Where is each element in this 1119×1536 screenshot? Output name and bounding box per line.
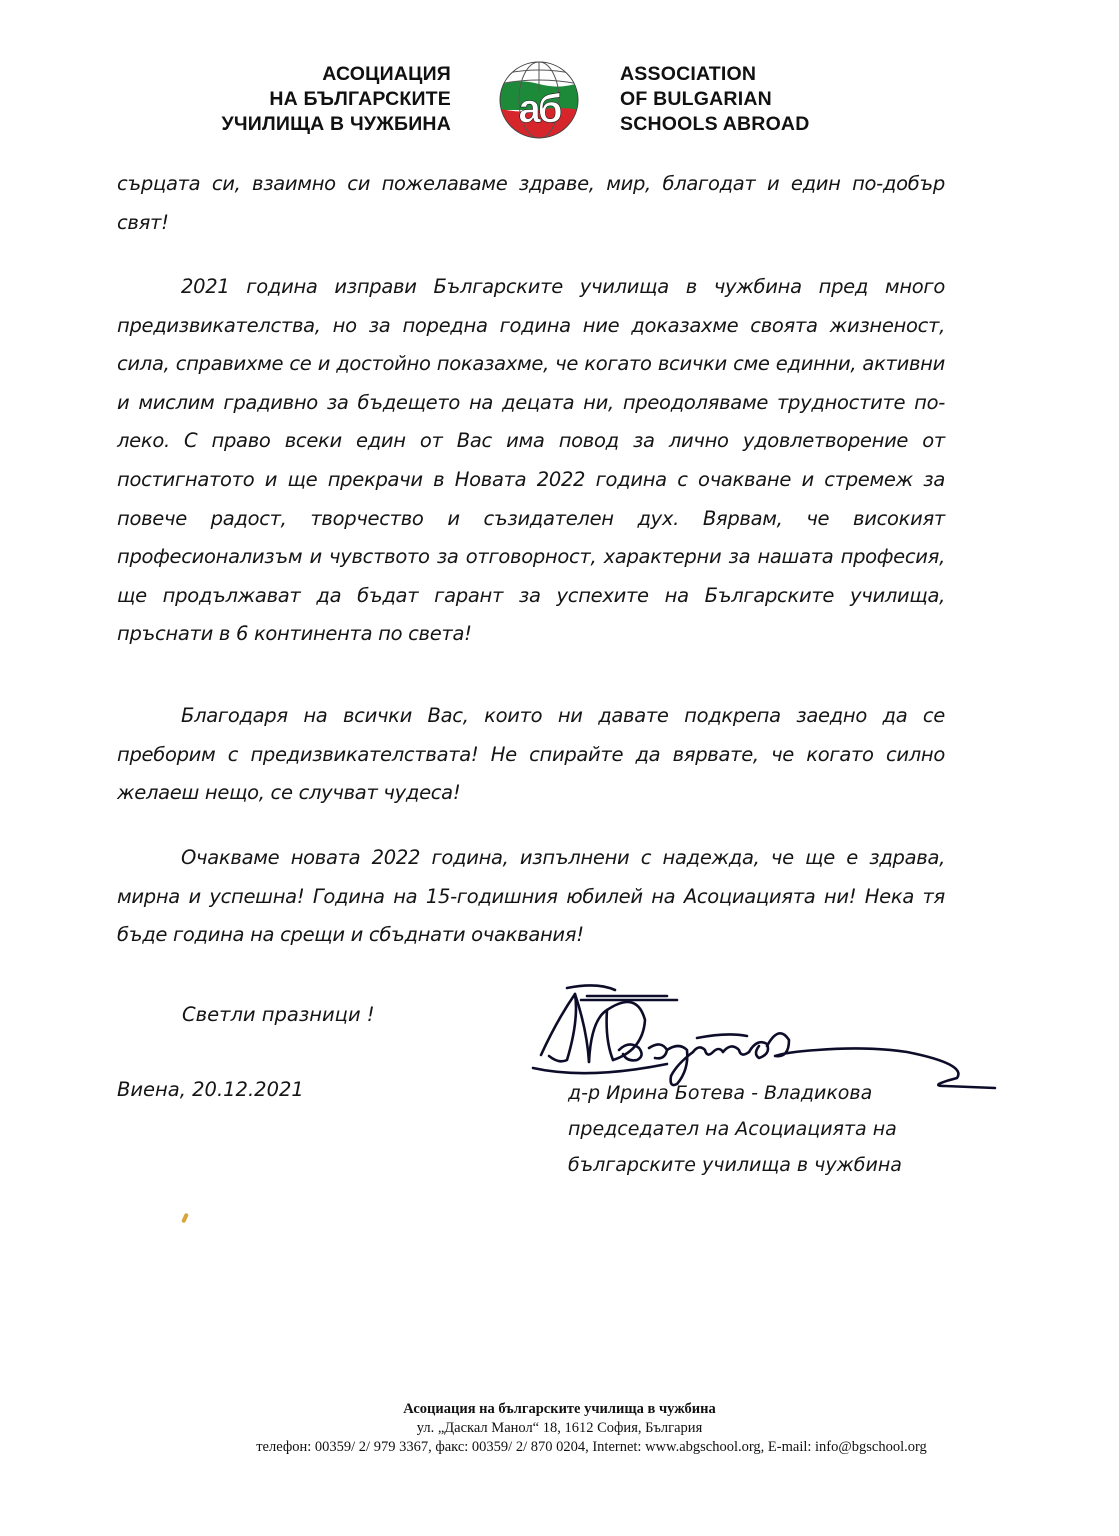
footer-org-name: Асоциация на българските училища в чужбина (403, 1401, 716, 1417)
letterhead-bg-name (222, 62, 451, 137)
letter-footer (0, 1400, 1119, 1457)
place-and-date: Виена, 20.12.2021 (117, 1078, 304, 1101)
paragraph-text: сърцата си, взаимно си пожелаваме здраве, мир, благодат и един по-добър свят! (117, 172, 945, 234)
letterhead-en-name (620, 62, 810, 137)
signatory-title-line-2: българските училища в чужбина (568, 1154, 902, 1176)
logo-text: аб (518, 87, 560, 131)
en-name-line-1: ASSOCIATION (620, 63, 757, 85)
paragraph-text: 2021 година изправи Българските училища в чужбина пред много предизвикателства, но за поредна година ние доказахме своята жизненост, сила, справихме се и достойно показахме, че когато всички сме единни, активни и мислим градивно за бъдещето на децата ни, преодоляваме трудностите по-леко. С право всеки един от Вас има повод за лично удовлетворение от постигнатото и ще прекрачи в Новата 2022 година с очакване и стремеж за повече радост, творчество и съзидателен дух. Вярвам, че високият професионализъм и чувството за отговорност, характерни за нашата професия, ще продължават да бъдат гарант за успехите на Българските училища, пръснати в 6 континента по света! (117, 275, 945, 646)
signatory-title-line-1: председател на Асоциацията на (568, 1118, 897, 1140)
letter-paragraph-4 (117, 839, 945, 955)
letter-paragraph-1 (117, 165, 945, 242)
signatory-block (568, 1075, 902, 1183)
bg-name-line-2: НА БЪЛГАРСКИТЕ (269, 88, 451, 110)
paragraph-text: Благодаря на всички Вас, които ни давате подкрепа заедно да се преборим с предизвикателствата! Не спирайте да вярвате, че когато силно желаеш нещо, се случват чудеса! (117, 704, 945, 805)
association-logo (497, 60, 581, 140)
closing-greeting: Светли празници ! (182, 1003, 375, 1026)
signature-text: Владиков (527, 980, 532, 981)
signatory-name: д-р Ирина Ботева - Владикова (568, 1082, 873, 1104)
footer-address: ул. „Даскал Манол“ 18, 1612 София, България (416, 1420, 703, 1436)
footer-contacts: телефон: 00359/ 2/ 979 3367, факс: 00359/ 2/ 870 0204, Internet: www.abgschool.org, E-mail: info@bgschool.org (256, 1439, 927, 1455)
en-name-line-3: SCHOOLS ABROAD (620, 113, 810, 135)
scan-speck (181, 1213, 189, 1224)
letter-paragraph-2 (117, 268, 945, 654)
letter-paragraph-3 (117, 697, 945, 813)
bg-name-line-3: УЧИЛИЩА В ЧУЖБИНА (221, 113, 451, 135)
bg-name-line-1: АСОЦИАЦИЯ (322, 63, 451, 85)
en-name-line-2: OF BULGARIAN (620, 88, 772, 110)
paragraph-text: Очакваме новата 2022 година, изпълнени с надежда, че ще е здрава, мирна и успешна! Година на 15-годишния юбилей на Асоциацията ни! Нека тя бъде година на срещи и сбъднати очаквания! (117, 846, 945, 947)
